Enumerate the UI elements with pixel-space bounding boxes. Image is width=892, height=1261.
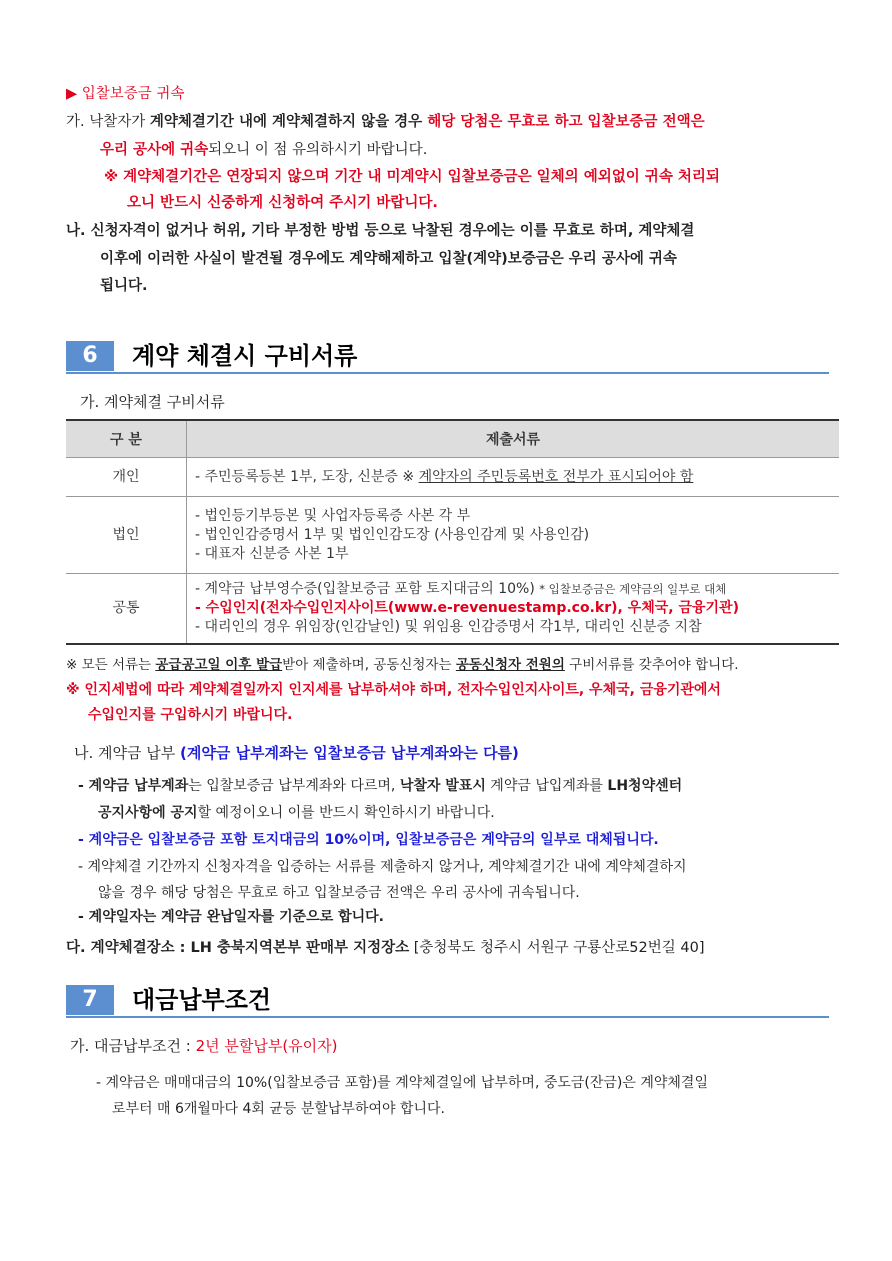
table-row <box>66 574 839 644</box>
text: - 계약금 납부계좌 <box>78 778 189 794</box>
text: [충청북도 청주시 서원구 구룡산로52번길 40] <box>409 940 705 956</box>
text: 는 입찰보증금 납부계좌와 다르며, <box>188 778 400 794</box>
section-6-title: 계약 체결시 구비서류 <box>132 342 358 370</box>
text: - 계약금 납부영수증(입찰보증금 포함 토지대금의 10%) <box>195 580 540 597</box>
text: 구비서류를 갖추어야 합니다. <box>564 657 739 673</box>
text: 되오니 이 점 유의하시기 바랍니다. <box>208 142 428 158</box>
section-6-p1-line1 <box>78 776 682 796</box>
text: 공동신청자 전원의 <box>455 657 565 673</box>
section-7-rule <box>66 1016 829 1018</box>
text: 2년 분할납부(유이자) <box>195 1037 338 1055</box>
text: 할 예정이오니 이를 반드시 확인하시기 바랍니다. <box>197 805 495 821</box>
forfeit-heading: ▶ 입찰보증금 귀속 <box>66 86 185 102</box>
row-category-corporate: 법인 <box>66 497 187 574</box>
forfeit-ga-line2 <box>100 140 427 160</box>
section-6-number: 6 <box>66 341 114 371</box>
text: 계약금 납입계좌를 <box>485 778 608 794</box>
section-6-sub-ga: 가. 계약체결 구비서류 <box>80 393 225 411</box>
text: 나. 계약금 납부 <box>74 744 181 762</box>
text: 해당 당첨은 무효로 하고 입찰보증금 전액은 <box>422 114 705 130</box>
section-6-note-a <box>66 655 739 675</box>
section-6-note-b-line1: ※ 인지세법에 따라 계약체결일까지 인지세를 납부하셔야 하며, 전자수입인지사이트, 우체국, 금융기관에서 <box>66 682 721 698</box>
text: 받아 제출하며, 공동신청자는 <box>282 657 456 673</box>
section-6-sub-na <box>74 743 519 763</box>
row-docs-corporate <box>187 497 840 574</box>
table-row <box>66 497 839 574</box>
row-category-individual: 개인 <box>66 458 187 497</box>
row-docs-individual <box>187 458 840 497</box>
forfeit-note-line2: 오니 반드시 신중하게 신청하여 주시기 바랍니다. <box>127 195 438 211</box>
text: - 대리인의 경우 위임장(인감날인) 및 위임용 인감증명서 각1부, 대리인 신분증 지참 <box>195 618 702 635</box>
forfeit-na-line3: 됩니다. <box>100 278 148 294</box>
text: (계약금 납부계좌는 입찰보증금 납부계좌와는 다름) <box>180 744 519 762</box>
text: 다. 계약체결장소 : LH 충북지역본부 판매부 지정장소 <box>66 940 410 956</box>
forfeit-ga-line1 <box>66 112 705 132</box>
text: - 법인인감증명서 1부 및 법인인감도장 (사용인감계 및 사용인감) <box>195 526 590 543</box>
forfeit-na-line2: 이후에 이러한 사실이 발견될 경우에도 계약해제하고 입찰(계약)보증금은 우리 공사에 귀속 <box>100 251 677 267</box>
table-header-category: 구 분 <box>66 420 187 458</box>
section-6-p3-line2: 않을 경우 해당 당첨은 무효로 하고 입찰보증금 전액은 우리 공사에 귀속됩니다. <box>98 885 580 901</box>
table-row <box>66 458 839 497</box>
row-category-common: 공통 <box>66 574 187 644</box>
section-6-rule <box>66 372 829 374</box>
text: 공급공고일 이후 발급 <box>155 657 283 673</box>
section-6-p3-line1: - 계약체결 기간까지 신청자격을 입증하는 서류를 제출하지 않거나, 계약체결기간 내에 계약체결하지 <box>78 859 687 875</box>
text: LH청약센터 <box>607 778 683 794</box>
section-7-number: 7 <box>66 985 114 1015</box>
section-6-contract-place <box>66 938 704 958</box>
section-6-p2: - 계약금은 입찰보증금 포함 토지대금의 10%이며, 입찰보증금은 계약금의 일부로 대체됩니다. <box>78 832 659 848</box>
section-7-p1-line1: - 계약금은 매매대금의 10%(입찰보증금 포함)를 계약체결일에 납부하며, 중도금(잔금)은 계약체결일 <box>96 1075 708 1091</box>
section-7-p1-line2: 로부터 매 6개월마다 4회 균등 분할납부하여야 합니다. <box>112 1101 445 1117</box>
section-7-title: 대금납부조건 <box>132 986 272 1014</box>
documents-table <box>66 419 839 645</box>
forfeit-note-line1: ※ 계약체결기간은 연장되지 않으며 기간 내 미계약시 입찰보증금은 일체의 예외없이 귀속 처리되 <box>104 169 720 185</box>
text: 계약자의 주민등록번호 전부가 표시되어야 함 <box>418 468 694 485</box>
section-6-note-b-line2: 수입인지를 구입하시기 바랍니다. <box>88 707 293 723</box>
text: 계약체결기간 내에 계약체결하지 않을 경우 <box>149 114 423 130</box>
section-6-p1-line2 <box>98 803 495 823</box>
text: * 입찰보증금은 계약금의 일부로 대체 <box>539 581 727 596</box>
forfeit-na-line1: 나. 신청자격이 없거나 허위, 기타 부정한 방법 등으로 낙찰된 경우에는 이를 무효로 하며, 계약체결 <box>66 223 695 239</box>
text: - 수입인지(전자수입인지사이트(www.e-revenuestamp.co.kr), 우체국, 금융기관) <box>195 599 739 616</box>
section-6-p4: - 계약일자는 계약금 완납일자를 기준으로 합니다. <box>78 909 384 925</box>
text: 공지사항에 공지 <box>98 805 198 821</box>
text: - 주민등록등본 1부, 도장, 신분증 ※ <box>195 468 419 485</box>
text: - 법인등기부등본 및 사업자등록증 사본 각 부 <box>195 507 471 524</box>
section-7-sub-ga <box>70 1036 338 1056</box>
text: 가. 낙찰자가 <box>66 114 150 130</box>
text: 가. 대금납부조건 : <box>70 1037 196 1055</box>
text: 우리 공사에 귀속 <box>100 142 209 158</box>
text: 낙찰자 발표시 <box>399 778 486 794</box>
text: - 대표자 신분증 사본 1부 <box>195 545 349 562</box>
table-header-documents: 제출서류 <box>187 420 840 458</box>
text: ※ 모든 서류는 <box>66 657 156 673</box>
row-docs-common <box>187 574 840 644</box>
